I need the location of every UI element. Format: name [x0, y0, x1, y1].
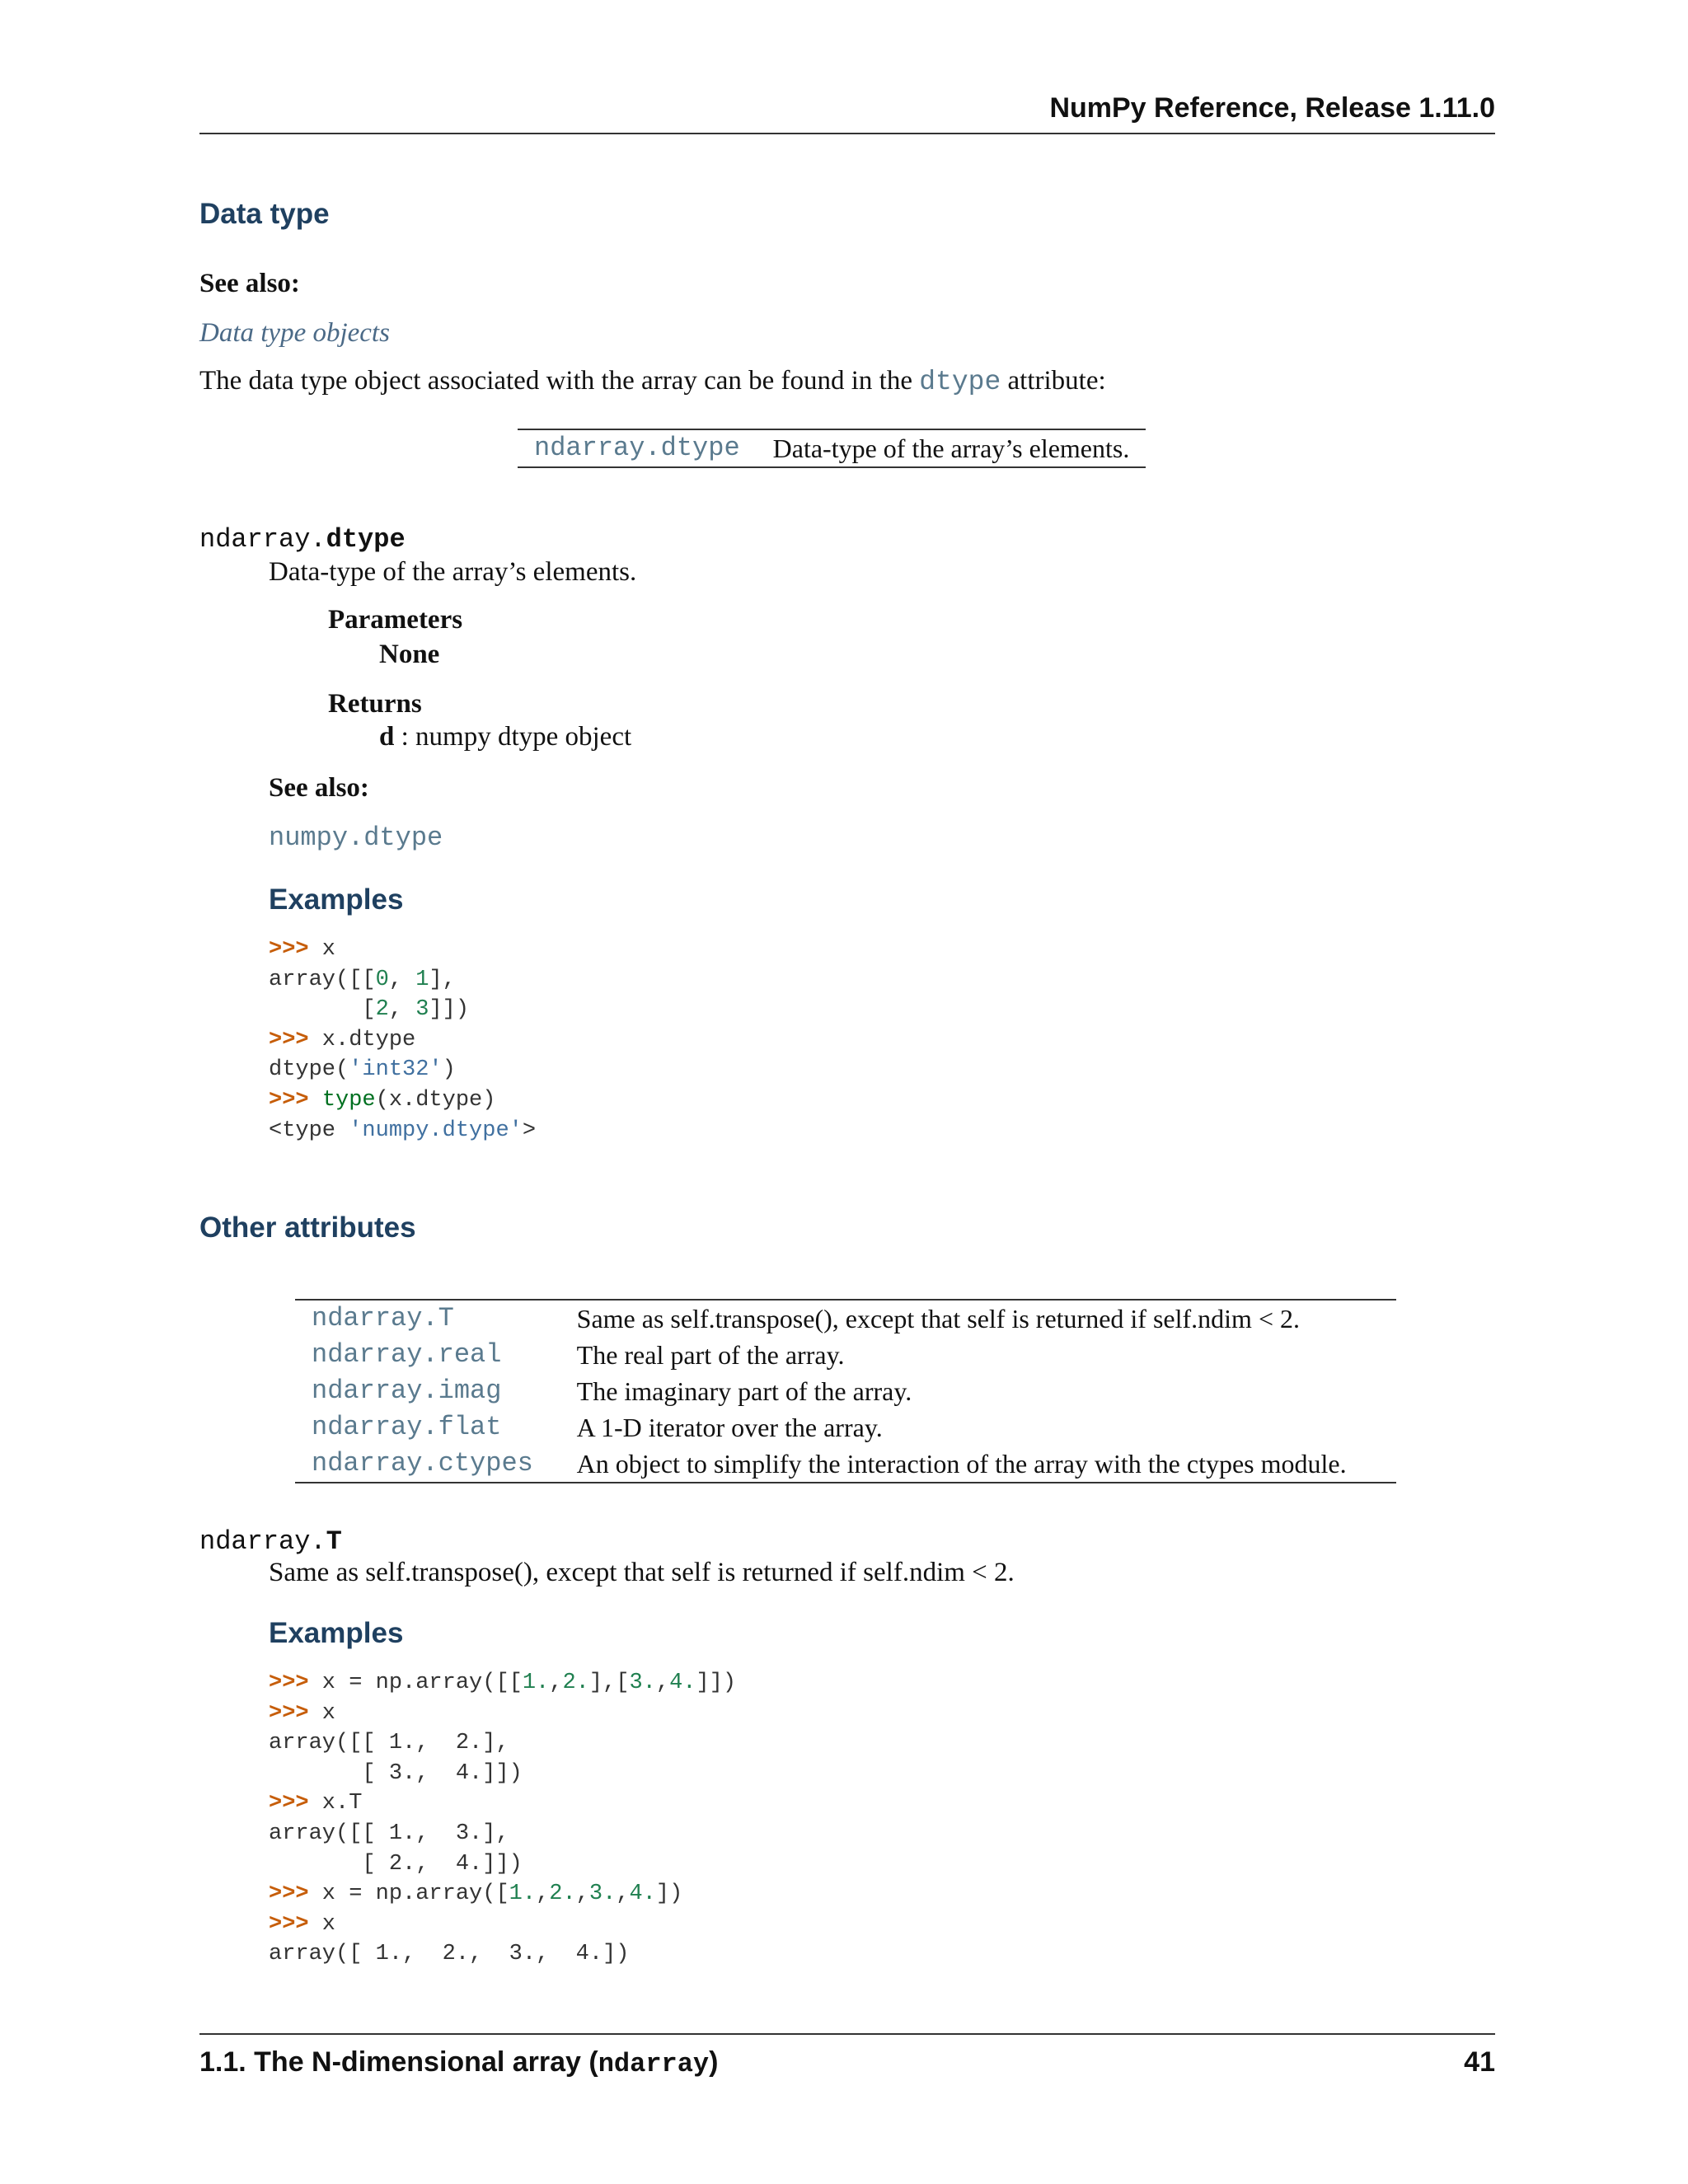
section-heading-data-type: Data type: [199, 198, 330, 230]
table-row: [295, 1373, 1396, 1409]
page-number: 41: [1464, 2046, 1495, 2078]
section-heading-other-attributes: Other attributes: [199, 1212, 416, 1244]
table-row: [295, 1409, 1396, 1446]
parameters-label: Parameters: [328, 605, 463, 635]
table-cell-desc: An object to simplify the interaction of the array with the ctypes module.: [576, 1449, 1347, 1479]
footer-section: [199, 2046, 718, 2079]
dtype-description: Data-type of the array’s elements.: [269, 557, 637, 587]
running-footer: [199, 2033, 1495, 2079]
table-row: [295, 1300, 1396, 1337]
other-attributes-table: [295, 1299, 1396, 1483]
footer-section-code: ndarray: [598, 2049, 710, 2079]
sig-name: dtype: [326, 524, 406, 555]
dtype-summary-table: [518, 429, 1146, 468]
examples-heading-dtype: Examples: [269, 883, 404, 916]
link-ndarray-real[interactable]: ndarray.real: [312, 1339, 502, 1370]
returns-value: [379, 722, 631, 752]
link-ndarray-T[interactable]: ndarray.T: [312, 1303, 454, 1333]
examples-heading-T: Examples: [269, 1617, 404, 1649]
table-cell-desc: A 1-D iterator over the array.: [576, 1413, 883, 1442]
intro-text-before: The data type object associated with the array can be found in the: [199, 366, 920, 396]
signature-ndarray-T: [199, 1526, 342, 1557]
running-header: [199, 92, 1495, 134]
returns-label: Returns: [328, 689, 422, 719]
header-title: NumPy Reference, Release 1.11.0: [1049, 92, 1495, 124]
link-data-type-objects[interactable]: Data type objects: [199, 318, 390, 348]
table-row: [518, 429, 1146, 467]
link-ndarray-ctypes[interactable]: ndarray.ctypes: [312, 1448, 533, 1479]
table-cell-desc: The imaginary part of the array.: [576, 1376, 912, 1406]
returns-desc: : numpy dtype object: [394, 722, 632, 752]
table-cell-desc: Data-type of the array’s elements.: [772, 434, 1130, 463]
table-row: [295, 1337, 1396, 1373]
sig-prefix: ndarray.: [199, 524, 326, 555]
parameters-value: None: [379, 640, 440, 669]
table-row: [295, 1446, 1396, 1483]
link-dtype[interactable]: dtype: [919, 367, 1001, 397]
sig-prefix: ndarray.: [199, 1526, 326, 1557]
code-example-dtype: >>> x array([[0, 1], [2, 3]]) >>> x.dtype dtype('int32') >>> type(x.dtype) <type 'numpy.dtype'>: [269, 937, 537, 1143]
see-also-label: See also:: [199, 269, 300, 298]
intro-text-after: attribute:: [1001, 366, 1106, 396]
code-example-T: >>> x = np.array([[1.,2.],[3.,4.]]) >>> x array([[ 1., 2.], [ 3., 4.]]) >>> x.T array([[ 1., 3.], [ 2., 4.]]) >>> x = np.array([1.,2.,3.,4.]) >>> x array([ 1., 2., 3., 4.]): [269, 1671, 737, 1967]
link-ndarray-dtype[interactable]: ndarray.dtype: [534, 433, 740, 463]
footer-section-close: ): [709, 2046, 719, 2078]
link-numpy-dtype[interactable]: numpy.dtype: [269, 823, 443, 853]
footer-section-text: 1.1. The N-dimensional array (: [199, 2046, 598, 2078]
returns-name: d: [379, 722, 395, 752]
dtype-intro-paragraph: [199, 366, 1106, 397]
T-description: Same as self.transpose(), except that self is returned if self.ndim < 2.: [269, 1558, 1015, 1587]
link-ndarray-imag[interactable]: ndarray.imag: [312, 1376, 502, 1406]
table-cell-desc: Same as self.transpose(), except that self is returned if self.ndim < 2.: [576, 1304, 1300, 1333]
see-also-label-2: See also:: [269, 773, 369, 803]
table-cell-desc: The real part of the array.: [576, 1340, 845, 1370]
signature-ndarray-dtype: [199, 524, 406, 555]
link-ndarray-flat[interactable]: ndarray.flat: [312, 1412, 502, 1442]
sig-name: T: [326, 1526, 342, 1557]
